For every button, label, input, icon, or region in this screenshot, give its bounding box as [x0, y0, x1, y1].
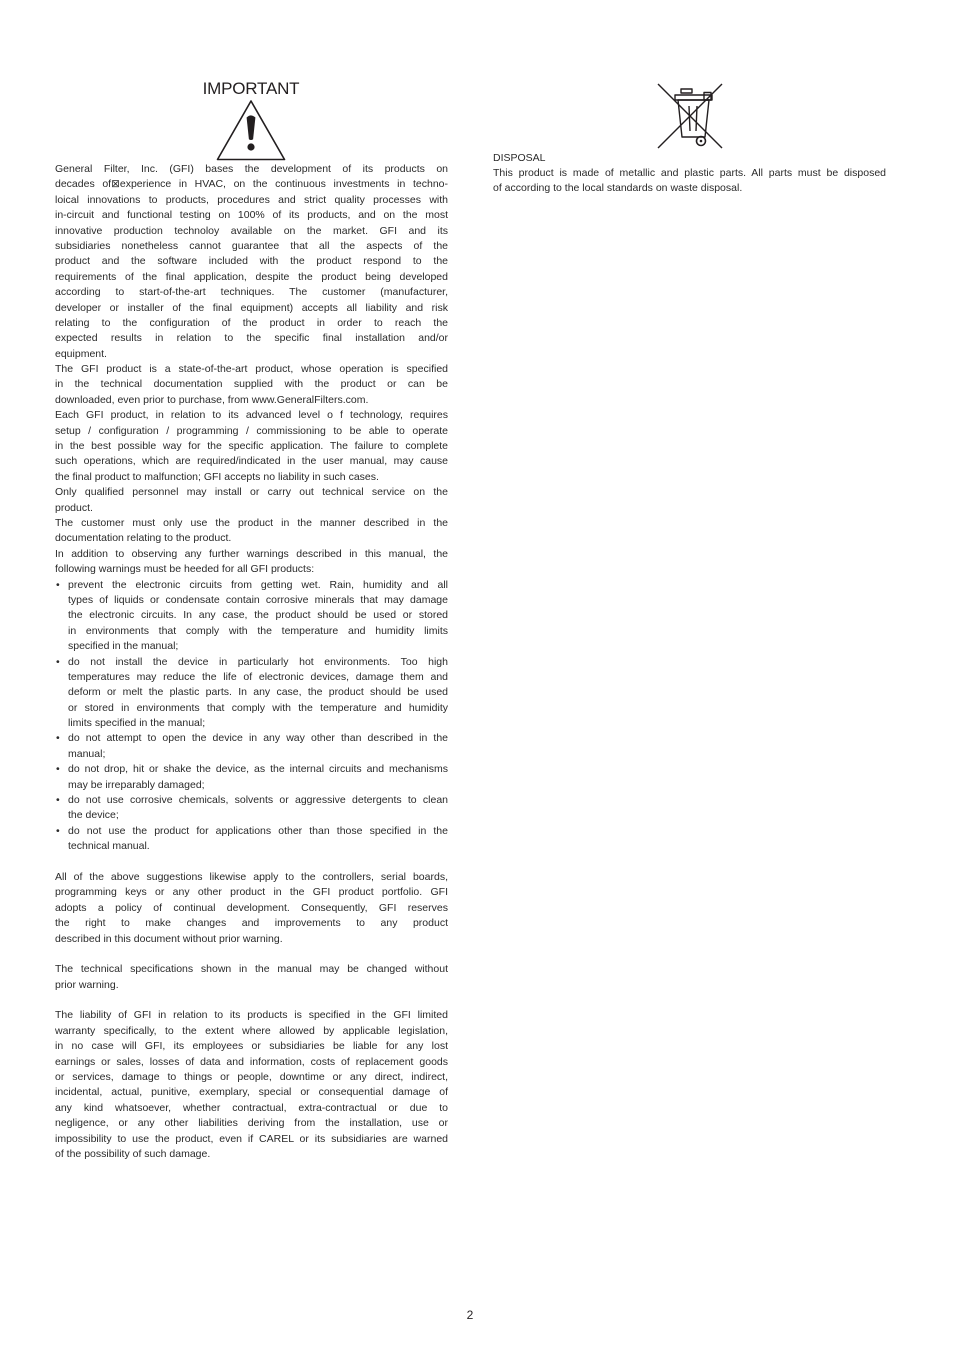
bullet-marker: •	[56, 794, 60, 807]
text-line: impossibility to use the product, even if CAREL or its subsidiaries are warned	[55, 1132, 448, 1145]
text-line: All of the above suggestions likewise apply to the controllers, serial boards,	[55, 870, 448, 883]
warning-item	[55, 793, 448, 824]
text-line: according to start-of-the-art techniques. The customer (manufacturer,	[55, 286, 448, 299]
text-line: deform or melt the plastic parts. In any case, the product should be used	[68, 686, 448, 699]
text-line: in the best possible way for the specific application. The failure to complete	[55, 440, 448, 453]
text-line: equipment.	[55, 347, 107, 360]
text-line: may be irreparably damaged;	[68, 778, 205, 791]
text-line: the electronic circuits. In any case, the product should be used or stored	[68, 609, 448, 622]
warning-item	[55, 824, 448, 855]
text-line: the device;	[68, 809, 119, 822]
closing-paragraph	[55, 1008, 448, 1162]
text-line: temperatures may reduce the life of electronic devices, damage them and	[68, 670, 448, 683]
warning-item	[55, 731, 448, 762]
text-line: or stored in environments that comply with the temperature and humidity	[68, 701, 448, 714]
text-line: negligence, or any other liabilities deriving from the installation, use or	[55, 1117, 448, 1130]
bullet-marker: •	[56, 763, 60, 776]
body-paragraph	[55, 162, 448, 362]
text-line: loical innovations to products, procedures and strict quality processes with	[55, 193, 448, 206]
text-line: in the technical documentation supplied with the product or can be	[55, 378, 448, 391]
disposal-heading: DISPOSAL	[493, 151, 546, 164]
bullet-marker: •	[56, 578, 60, 591]
crossed-out-bin-icon	[656, 82, 724, 150]
text-line: in-circuit and functional testing on 100% of its products, and on the most	[55, 209, 448, 222]
text-line: in no case will GFI, its employees or subsidiaries be liable for any lost	[55, 1040, 448, 1053]
text-line: General Filter, Inc. (GFI) bases the development of its products on	[55, 163, 448, 175]
text-line: the right to make changes and improvements to any product	[55, 917, 448, 930]
bullet-marker: •	[56, 655, 60, 668]
text-line: do not install the device in particularly hot environments. Too high	[68, 655, 448, 668]
text-line: developer or installer of the final equipment) accepts all liability and risk	[55, 301, 448, 314]
text-line: adopts a policy of continual development. Consequently, GFI reserves	[55, 901, 448, 914]
text-line: manual;	[68, 747, 106, 760]
text-line: described in this document without prior warning.	[55, 932, 283, 945]
text-line: warranty specifically, to the extent where allowed by applicable legislation,	[55, 1024, 448, 1037]
text-line: or services, damage to things or people, downtime or any direct, indirect,	[55, 1071, 448, 1084]
bullet-marker: •	[56, 732, 60, 745]
warnings-list	[55, 578, 448, 855]
text-line: Only qualified personnel may install or carry out technical service on the	[55, 486, 448, 499]
text-line: The GFI product is a state-of-the-art product, whose operation is specified	[55, 363, 448, 376]
text-line: following warnings must be heeded for all GFI products:	[55, 563, 315, 576]
text-line: do not use corrosive chemicals, solvents or aggressive detergents to clean	[68, 794, 448, 807]
text-line: The customer must only use the product in the manner described in the	[55, 516, 448, 529]
text-line: such operations, which are required/indicated in the user manual, may cause	[55, 455, 448, 468]
text-line: product.	[55, 501, 93, 514]
text-line: setup / configuration / programming / commissioning to be able to operate	[55, 424, 448, 437]
text-line: In addition to observing any further warnings described in this manual, the	[55, 547, 448, 560]
closing-paragraph	[55, 870, 448, 947]
warning-item	[55, 762, 448, 793]
text-line: limits specified in the manual;	[68, 717, 206, 730]
body-paragraph	[55, 362, 448, 408]
bullet-marker: •	[56, 824, 60, 837]
text-line: downloaded, even prior to purchase, from www.GeneralFilters.com.	[55, 393, 369, 406]
text-line: of according to the local standards on waste disposal.	[493, 182, 743, 195]
text-line: documentation relating to the product.	[55, 532, 232, 545]
text-line: This product is made of metallic and plastic parts. All parts must be disposed	[493, 166, 886, 179]
warning-item	[55, 655, 448, 732]
text-line: subsidiaries nonetheless cannot guarantee that all the aspects of the	[55, 239, 448, 252]
text-line: prior warning.	[55, 978, 119, 991]
warning-item	[55, 578, 448, 655]
text-line: any kind whatsoever, whether contractual, extra-contractual or due to	[55, 1101, 448, 1114]
body-paragraph	[55, 516, 448, 547]
text-line: requirements of the final application, despite the product being developed	[55, 270, 448, 283]
text-line: types of liquids or condensate contain corrosive minerals that may damage	[68, 593, 448, 606]
text-line: expected results in relation to the specific final installation and/or	[55, 332, 448, 345]
text-line: Each GFI product, in relation to its advanced level o f technology, requires	[55, 409, 448, 422]
important-section-text	[55, 162, 448, 1162]
warning-triangle-icon	[216, 99, 286, 161]
text-line: do not drop, hit or shake the device, as the internal circuits and mechanisms	[68, 763, 448, 776]
disposal-section	[493, 151, 886, 197]
text-line: innovative production technoloy available on the market. GFI and its	[55, 224, 448, 237]
text-line: in environments that comply with the temperature and humidity limits	[68, 624, 448, 637]
text-line: of the possibility of such damage.	[55, 1148, 211, 1160]
text-line: programming keys or any other product in the GFI product portfolio. GFI	[55, 886, 448, 899]
body-paragraph	[55, 408, 448, 485]
text-line: do not use the product for applications other than those specified in the	[68, 824, 448, 837]
text-line: technical manual.	[68, 840, 150, 853]
text-line: The liability of GFI in relation to its products is specified in the GFI limited	[55, 1009, 448, 1022]
text-line: product and the software included with the product respond to the	[55, 255, 448, 268]
body-paragraph	[55, 485, 448, 516]
text-line: decades of⊠experience in HVAC, on the continuous investments in techno-	[55, 178, 448, 191]
text-line: relating to the configuration of the product in order to reach the	[55, 316, 448, 329]
disposal-paragraph	[493, 166, 886, 197]
text-line: specified in the manual;	[68, 640, 179, 653]
text-line: incidental, actual, punitive, exemplary, special or consequential damage of	[55, 1086, 448, 1099]
page-number: 2	[466, 1308, 474, 1322]
body-paragraph	[55, 547, 448, 578]
closing-paragraph	[55, 962, 448, 993]
text-line: the final product to malfunction; GFI accepts no liability in such cases.	[55, 470, 379, 483]
text-line: do not attempt to open the device in any way other than described in the	[68, 732, 448, 745]
text-line: The technical specifications shown in the manual may be changed without	[55, 963, 448, 976]
text-line: earnings or sales, losses of data and information, costs of replacement goods	[55, 1055, 448, 1068]
text-line: prevent the electronic circuits from getting wet. Rain, humidity and all	[68, 578, 448, 591]
important-heading: IMPORTANT	[202, 79, 300, 98]
